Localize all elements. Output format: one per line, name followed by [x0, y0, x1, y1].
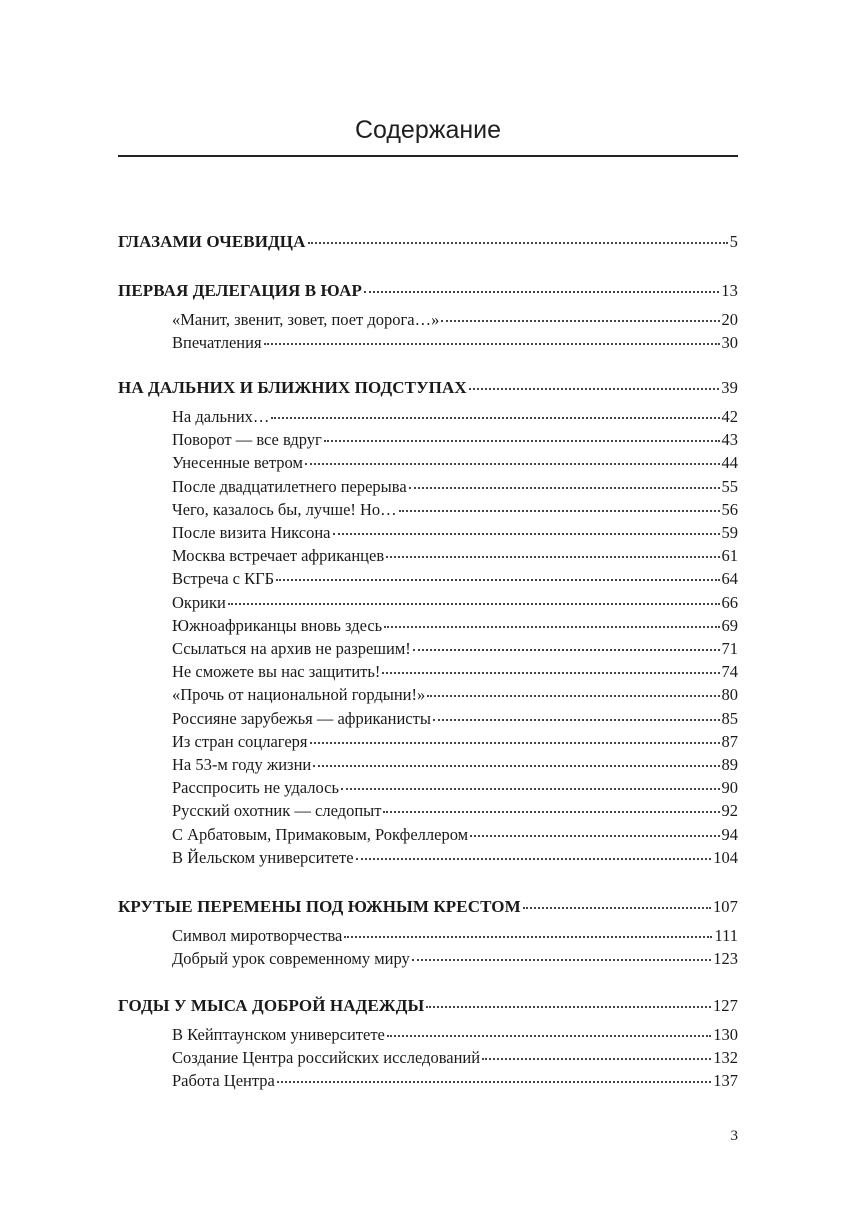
toc-item [172, 523, 738, 543]
toc-item-page: 130 [713, 1025, 738, 1044]
toc-item-page: 94 [721, 825, 738, 844]
toc-item [172, 333, 738, 353]
toc-item [172, 1025, 738, 1045]
toc-item [172, 778, 738, 798]
toc-item-page: 56 [721, 500, 738, 519]
toc-item-page: 43 [721, 430, 738, 449]
toc-item-title: Москва встречает африканцев [172, 546, 385, 565]
dot-leader [409, 487, 720, 489]
toc-item-page: 59 [721, 523, 738, 542]
dot-leader [482, 1058, 711, 1060]
toc-item-title: В Кейптаунском университете [172, 1025, 385, 1044]
toc-item [172, 685, 738, 705]
toc-item [172, 639, 738, 659]
toc-section-title: НА ДАЛЬНИХ И БЛИЖНИХ ПОДСТУПАХ [118, 378, 467, 397]
toc-item-title: Поворот — все вдруг [172, 430, 322, 449]
toc-item-page: 104 [713, 848, 738, 867]
toc-item-page: 80 [721, 685, 738, 704]
toc-item-title: Расспросить не удалось [172, 778, 339, 797]
toc-item-page: 64 [721, 569, 738, 588]
dot-leader [364, 291, 719, 293]
dot-leader [441, 320, 719, 322]
toc-item-page: 89 [721, 755, 738, 774]
toc-item-title: Добрый урок современному миру [172, 949, 410, 968]
toc-item [172, 926, 738, 946]
toc-item-page: 71 [721, 639, 738, 658]
toc-item [172, 616, 738, 636]
toc-item [172, 310, 738, 330]
toc-section [118, 232, 738, 252]
toc-item [172, 593, 738, 613]
dot-leader [426, 1006, 711, 1008]
toc-item-title: Русский охотник — следопыт [172, 801, 382, 820]
toc-item-title: Южноафриканцы вновь здесь [172, 616, 383, 635]
dot-leader [469, 388, 720, 390]
toc-item [172, 407, 738, 427]
toc-item [172, 546, 738, 566]
toc-item [172, 500, 738, 520]
dot-leader [277, 1081, 711, 1083]
toc-item-title: Из стран соцлагеря [172, 732, 308, 751]
toc-section [118, 281, 738, 301]
toc-item-page: 111 [714, 926, 738, 945]
dot-leader [344, 936, 712, 938]
toc-item-page: 90 [721, 778, 738, 797]
toc-item [172, 430, 738, 450]
toc-item [172, 732, 738, 752]
toc-item-page: 85 [721, 709, 738, 728]
dot-leader [264, 343, 720, 345]
dot-leader [341, 788, 720, 790]
toc-item-title: Символ миротворчества [172, 926, 343, 945]
dot-leader [228, 603, 720, 605]
toc-item-page: 87 [721, 732, 738, 751]
toc-item-page: 20 [721, 310, 738, 329]
toc-item [172, 477, 738, 497]
toc-item-title: Чего, казалось бы, лучше! Но… [172, 500, 397, 519]
dot-leader [383, 811, 719, 813]
toc-item-page: 61 [721, 546, 738, 565]
toc-item-title: Россияне зарубежья — африканисты [172, 709, 431, 728]
toc-item [172, 825, 738, 845]
toc-item-title: После визита Никсона [172, 523, 331, 542]
toc-item-title: После двадцатилетнего перерыва [172, 477, 407, 496]
toc-section-page: 127 [712, 996, 738, 1015]
toc-item [172, 662, 738, 682]
toc-item-page: 74 [721, 662, 738, 681]
toc-item-title: Окрики [172, 593, 226, 612]
toc-section-title: ГОДЫ У МЫСА ДОБРОЙ НАДЕЖДЫ [118, 996, 425, 1015]
toc-item-page: 55 [721, 477, 738, 496]
dot-leader [413, 649, 720, 651]
dot-leader [313, 765, 719, 767]
toc-item [172, 801, 738, 821]
toc-item-title: Встреча с КГБ [172, 569, 275, 588]
toc-item-page: 123 [713, 949, 738, 968]
toc-section [118, 996, 738, 1016]
dot-leader [271, 417, 719, 419]
dot-leader [384, 626, 719, 628]
toc-item-page: 30 [721, 333, 738, 352]
dot-leader [412, 959, 711, 961]
dot-leader [470, 835, 719, 837]
dot-leader [523, 907, 711, 909]
dot-leader [356, 858, 712, 860]
toc-item-title: Ссылаться на архив не разрешим! [172, 639, 411, 658]
toc-item-page: 42 [721, 407, 738, 426]
toc-section-page: 13 [721, 281, 738, 300]
dot-leader [387, 1035, 711, 1037]
toc-item [172, 453, 738, 473]
toc-section-title: КРУТЫЕ ПЕРЕМЕНЫ ПОД ЮЖНЫМ КРЕСТОМ [118, 897, 521, 916]
toc-item [172, 709, 738, 729]
toc-item [172, 949, 738, 969]
dot-leader [382, 672, 719, 674]
toc-item-page: 137 [713, 1071, 738, 1090]
toc-item-page: 66 [721, 593, 738, 612]
dot-leader [324, 440, 720, 442]
toc-section [118, 378, 738, 398]
dot-leader [308, 242, 728, 244]
toc-item [172, 755, 738, 775]
toc-item [172, 569, 738, 589]
title-rule [118, 155, 738, 157]
toc-item-page: 69 [721, 616, 738, 635]
toc-item-title: Работа Центра [172, 1071, 275, 1090]
dot-leader [305, 463, 720, 465]
dot-leader [433, 719, 720, 721]
dot-leader [427, 695, 719, 697]
toc-item [172, 848, 738, 868]
toc-item-title: С Арбатовым, Примаковым, Рокфеллером [172, 825, 469, 844]
toc-item-title: Впечатления [172, 333, 262, 352]
toc-item-page: 44 [721, 453, 738, 472]
toc-item-page: 132 [713, 1048, 738, 1067]
toc-item-title: «Манит, звенит, зовет, поет дорога…» [172, 310, 440, 329]
toc-item-title: Не сможете вы нас защитить! [172, 662, 381, 681]
page-number: 3 [730, 1128, 738, 1144]
toc-item-title: На 53-м году жизни [172, 755, 312, 774]
dot-leader [399, 510, 720, 512]
dot-leader [333, 533, 720, 535]
toc-section-page: 5 [729, 232, 738, 251]
toc-item-title: В Йельском университете [172, 848, 354, 867]
toc-item [172, 1048, 738, 1068]
toc-section [118, 897, 738, 917]
toc-item [172, 1071, 738, 1091]
page-title: Содержание [354, 116, 502, 144]
toc-section-title: ГЛАЗАМИ ОЧЕВИДЦА [118, 232, 306, 251]
toc-section-page: 39 [721, 378, 738, 397]
toc-section-title: ПЕРВАЯ ДЕЛЕГАЦИЯ В ЮАР [118, 281, 362, 300]
toc-item-title: На дальних… [172, 407, 270, 426]
dot-leader [310, 742, 720, 744]
toc-section-page: 107 [712, 897, 738, 916]
toc-item-title: «Прочь от национальной гордыни!» [172, 685, 426, 704]
toc-item-title: Создание Центра российских исследований [172, 1048, 481, 1067]
dot-leader [276, 579, 719, 581]
dot-leader [386, 556, 719, 558]
toc-item-title: Унесенные ветром [172, 453, 303, 472]
toc-item-page: 92 [721, 801, 738, 820]
